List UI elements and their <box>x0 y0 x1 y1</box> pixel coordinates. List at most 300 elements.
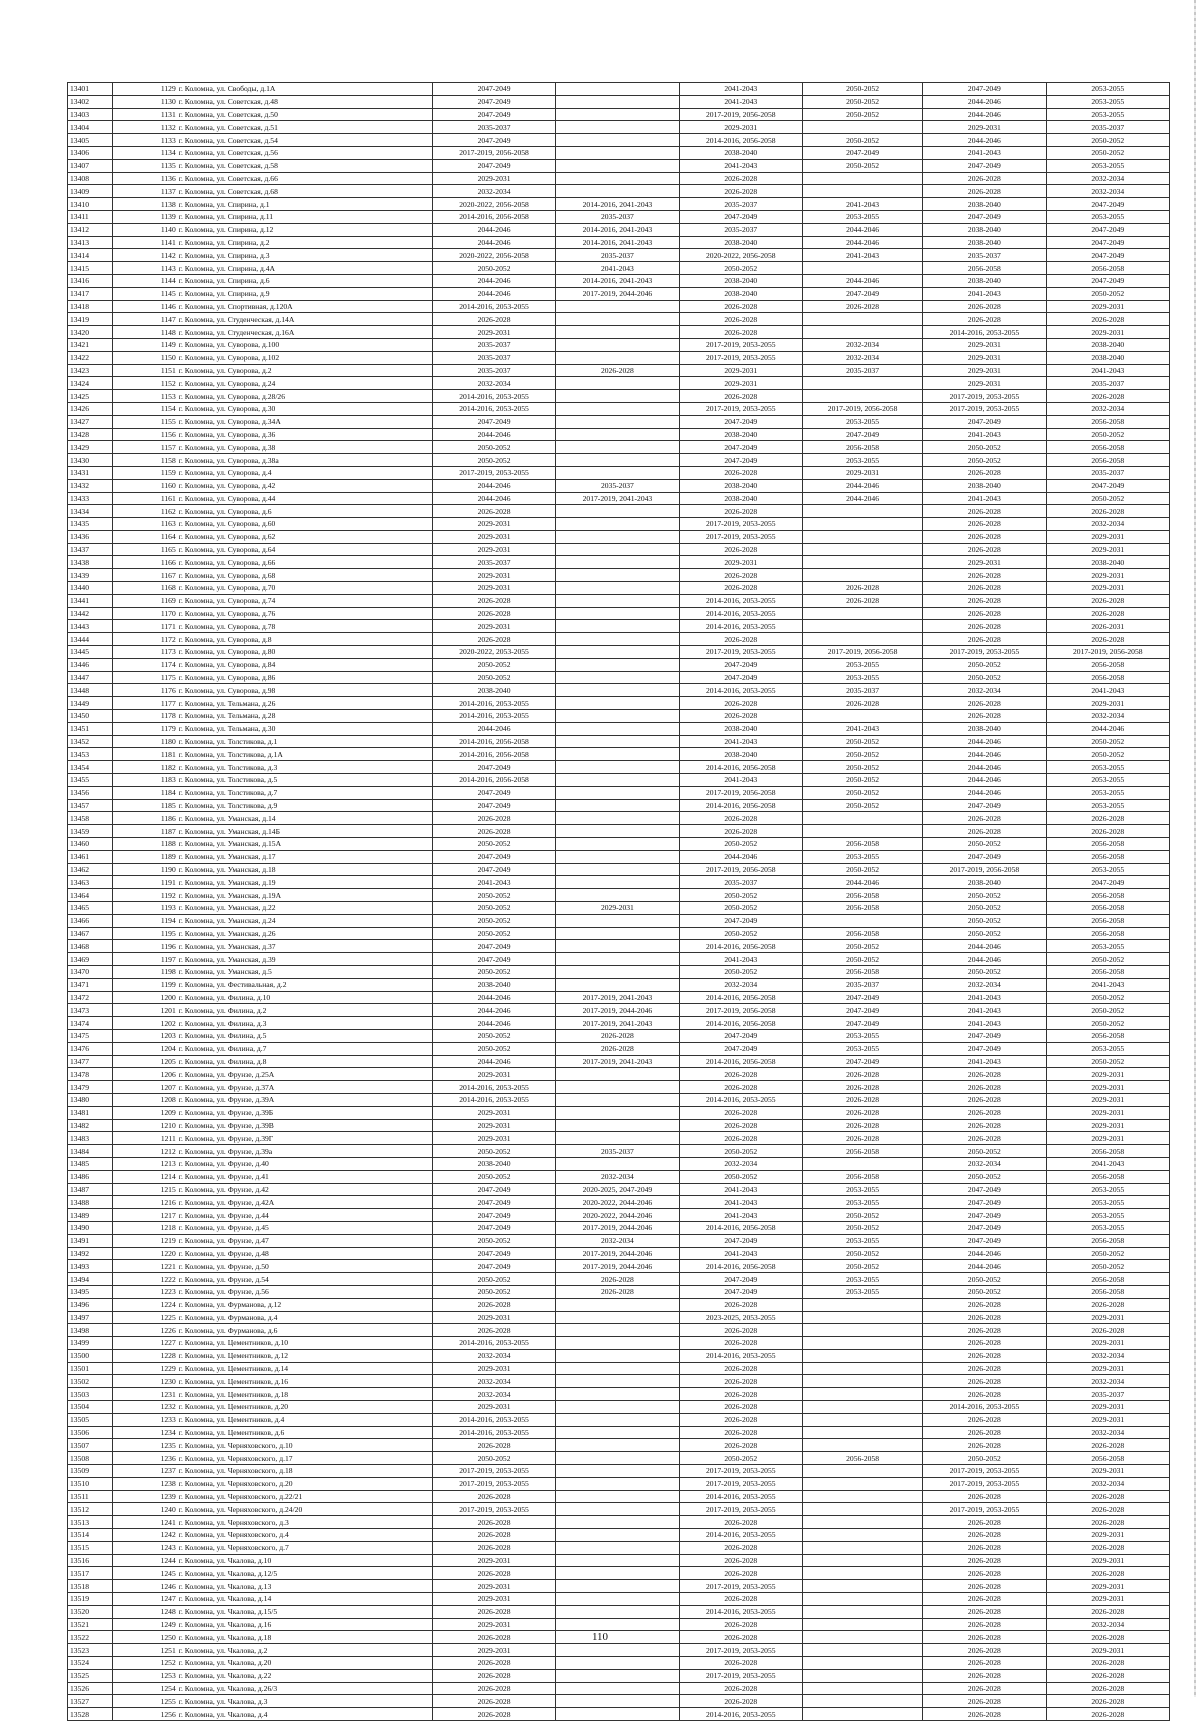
row-id-cell: 13506 <box>68 1426 113 1439</box>
period-cell-4: 2044-2046 <box>802 274 922 287</box>
period-cell-2 <box>556 300 679 313</box>
period-cell-5: 2047-2049 <box>923 415 1046 428</box>
period-cell-1: 2026-2028 <box>432 1529 555 1542</box>
building-number-cell: 1173 <box>112 646 176 659</box>
period-cell-5: 2044-2046 <box>923 761 1046 774</box>
period-cell-6: 2032-2034 <box>1046 1618 1169 1631</box>
row-id-cell: 13526 <box>68 1682 113 1695</box>
table-row <box>68 1541 1170 1554</box>
period-cell-6: 2050-2052 <box>1046 146 1169 159</box>
period-cell-5: 2050-2052 <box>923 927 1046 940</box>
row-id-cell: 13415 <box>68 262 113 275</box>
address-cell: г. Коломна, ул. Толстикова, д.7 <box>177 786 433 799</box>
period-cell-4: 2050-2052 <box>802 1209 922 1222</box>
table-row <box>68 863 1170 876</box>
period-cell-1: 2047-2049 <box>432 1247 555 1260</box>
table-row <box>68 313 1170 326</box>
period-cell-2 <box>556 556 679 569</box>
address-cell: г. Коломна, ул. Советская, д.68 <box>177 185 433 198</box>
period-cell-3: 2017-2019, 2053-2055 <box>679 338 802 351</box>
period-cell-3: 2026-2028 <box>679 1119 802 1132</box>
address-cell: г. Коломна, ул. Фрунзе, д.48 <box>177 1247 433 1260</box>
row-id-cell: 13497 <box>68 1311 113 1324</box>
period-cell-2 <box>556 1477 679 1490</box>
period-cell-6: 2035-2037 <box>1046 466 1169 479</box>
table-row <box>68 722 1170 735</box>
period-cell-6: 2050-2052 <box>1046 134 1169 147</box>
period-cell-1: 2047-2049 <box>432 799 555 812</box>
period-cell-5: 2017-2019, 2053-2055 <box>923 1465 1046 1478</box>
address-cell: г. Коломна, ул. Уманская, д.17 <box>177 850 433 863</box>
table-row <box>68 1708 1170 1721</box>
period-cell-5: 2026-2028 <box>923 1618 1046 1631</box>
period-cell-3: 2041-2043 <box>679 1247 802 1260</box>
period-cell-1: 2050-2052 <box>432 1285 555 1298</box>
period-cell-4 <box>802 505 922 518</box>
period-cell-3: 2050-2052 <box>679 902 802 915</box>
address-cell: г. Коломна, ул. Уманская, д.19 <box>177 876 433 889</box>
period-cell-5: 2017-2019, 2053-2055 <box>923 390 1046 403</box>
period-cell-3: 2026-2028 <box>679 1567 802 1580</box>
period-cell-1: 2047-2049 <box>432 940 555 953</box>
period-cell-2 <box>556 134 679 147</box>
table-row <box>68 965 1170 978</box>
address-cell: г. Коломна, ул. Фрунзе, д.37А <box>177 1081 433 1094</box>
table-row <box>68 1452 1170 1465</box>
building-number-cell: 1213 <box>112 1157 176 1170</box>
period-cell-2 <box>556 1375 679 1388</box>
period-cell-6: 2026-2028 <box>1046 594 1169 607</box>
address-cell: г. Коломна, ул. Суворова, д.70 <box>177 582 433 595</box>
building-number-cell: 1146 <box>112 300 176 313</box>
period-cell-3: 2026-2028 <box>679 633 802 646</box>
period-cell-4: 2044-2046 <box>802 223 922 236</box>
period-cell-1: 2026-2028 <box>432 1669 555 1682</box>
period-cell-3: 2026-2028 <box>679 1388 802 1401</box>
period-cell-2 <box>556 838 679 851</box>
period-cell-4 <box>802 1618 922 1631</box>
period-cell-6: 2029-2031 <box>1046 326 1169 339</box>
row-id-cell: 13482 <box>68 1119 113 1132</box>
row-id-cell: 13411 <box>68 210 113 223</box>
table-row <box>68 1055 1170 1068</box>
building-number-cell: 1143 <box>112 262 176 275</box>
building-number-cell: 1132 <box>112 121 176 134</box>
period-cell-5: 2038-2040 <box>923 223 1046 236</box>
period-cell-2 <box>556 121 679 134</box>
period-cell-3: 2026-2028 <box>679 185 802 198</box>
period-cell-3: 2026-2028 <box>679 1618 802 1631</box>
address-cell: г. Коломна, ул. Суворова, д.38 <box>177 441 433 454</box>
building-number-cell: 1155 <box>112 415 176 428</box>
row-id-cell: 13402 <box>68 95 113 108</box>
period-cell-5: 2050-2052 <box>923 914 1046 927</box>
period-cell-1: 2029-2031 <box>432 620 555 633</box>
period-cell-6: 2056-2058 <box>1046 838 1169 851</box>
table-row <box>68 978 1170 991</box>
period-cell-2 <box>556 1682 679 1695</box>
period-cell-1: 2032-2034 <box>432 1375 555 1388</box>
period-cell-4: 2053-2055 <box>802 210 922 223</box>
period-cell-3: 2047-2049 <box>679 1234 802 1247</box>
period-cell-2 <box>556 825 679 838</box>
period-cell-4 <box>802 1682 922 1695</box>
row-id-cell: 13462 <box>68 863 113 876</box>
period-cell-1: 2026-2028 <box>432 1439 555 1452</box>
row-id-cell: 13463 <box>68 876 113 889</box>
building-number-cell: 1148 <box>112 326 176 339</box>
period-cell-3: 2026-2028 <box>679 825 802 838</box>
table-row <box>68 1106 1170 1119</box>
period-cell-6: 2035-2037 <box>1046 1388 1169 1401</box>
period-cell-2 <box>556 735 679 748</box>
period-cell-6: 2056-2058 <box>1046 965 1169 978</box>
address-cell: г. Коломна, ул. Филина, д.8 <box>177 1055 433 1068</box>
period-cell-4: 2053-2055 <box>802 1234 922 1247</box>
address-cell: г. Коломна, ул. Фрунзе, д.39Б <box>177 1106 433 1119</box>
building-number-cell: 1215 <box>112 1183 176 1196</box>
period-cell-1: 2044-2046 <box>432 1017 555 1030</box>
period-cell-5: 2050-2052 <box>923 1273 1046 1286</box>
table-row <box>68 1580 1170 1593</box>
period-cell-6: 2032-2034 <box>1046 172 1169 185</box>
building-number-cell: 1167 <box>112 569 176 582</box>
period-cell-5: 2032-2034 <box>923 684 1046 697</box>
period-cell-6: 2029-2031 <box>1046 1554 1169 1567</box>
period-cell-1: 2029-2031 <box>432 1132 555 1145</box>
row-id-cell: 13408 <box>68 172 113 185</box>
period-cell-3: 2017-2019, 2053-2055 <box>679 1644 802 1657</box>
address-cell: г. Коломна, ул. Суворова, д.36 <box>177 428 433 441</box>
period-cell-6: 2029-2031 <box>1046 1401 1169 1414</box>
period-cell-3: 2017-2019, 2056-2058 <box>679 786 802 799</box>
building-number-cell: 1183 <box>112 774 176 787</box>
period-cell-4: 2056-2058 <box>802 889 922 902</box>
period-cell-3: 2017-2019, 2053-2055 <box>679 1477 802 1490</box>
period-cell-2: 2026-2028 <box>556 1273 679 1286</box>
table-row <box>68 1375 1170 1388</box>
row-id-cell: 13496 <box>68 1298 113 1311</box>
period-cell-6: 2038-2040 <box>1046 338 1169 351</box>
period-cell-6: 2053-2055 <box>1046 1183 1169 1196</box>
period-cell-6: 2053-2055 <box>1046 1196 1169 1209</box>
address-cell: г. Коломна, ул. Суворова, д.30 <box>177 402 433 415</box>
period-cell-6: 2056-2058 <box>1046 1234 1169 1247</box>
period-cell-4 <box>802 1580 922 1593</box>
period-cell-2 <box>556 1362 679 1375</box>
address-cell: г. Коломна, ул. Фрунзе, д.50 <box>177 1260 433 1273</box>
building-number-cell: 1228 <box>112 1349 176 1362</box>
period-cell-3: 2035-2037 <box>679 223 802 236</box>
period-cell-5: 2026-2028 <box>923 633 1046 646</box>
period-cell-5: 2026-2028 <box>923 1068 1046 1081</box>
period-cell-5: 2017-2019, 2053-2055 <box>923 646 1046 659</box>
period-cell-1: 2029-2031 <box>432 1618 555 1631</box>
period-cell-4 <box>802 1337 922 1350</box>
row-id-cell: 13420 <box>68 326 113 339</box>
period-cell-1: 2047-2049 <box>432 1196 555 1209</box>
address-cell: г. Коломна, ул. Суворова, д.2 <box>177 364 433 377</box>
period-cell-6: 2026-2028 <box>1046 1541 1169 1554</box>
period-cell-6: 2032-2034 <box>1046 1426 1169 1439</box>
period-cell-1: 2044-2046 <box>432 479 555 492</box>
row-id-cell: 13523 <box>68 1644 113 1657</box>
address-cell: г. Коломна, ул. Цементников, д.6 <box>177 1426 433 1439</box>
period-cell-3: 2026-2028 <box>679 1106 802 1119</box>
period-cell-5: 2026-2028 <box>923 543 1046 556</box>
period-cell-5: 2026-2028 <box>923 1106 1046 1119</box>
building-number-cell: 1187 <box>112 825 176 838</box>
period-cell-2 <box>556 710 679 723</box>
row-id-cell: 13485 <box>68 1157 113 1170</box>
building-number-cell: 1200 <box>112 991 176 1004</box>
period-cell-1: 2047-2049 <box>432 953 555 966</box>
address-cell: г. Коломна, ул. Фестивальная, д.2 <box>177 978 433 991</box>
building-number-cell: 1218 <box>112 1221 176 1234</box>
building-number-cell: 1239 <box>112 1490 176 1503</box>
table-row <box>68 1401 1170 1414</box>
table-row <box>68 1260 1170 1273</box>
table-row <box>68 1170 1170 1183</box>
period-cell-5: 2026-2028 <box>923 1311 1046 1324</box>
address-cell: г. Коломна, ул. Фрунзе, д.47 <box>177 1234 433 1247</box>
period-cell-3: 2017-2019, 2053-2055 <box>679 351 802 364</box>
period-cell-5: 2038-2040 <box>923 198 1046 211</box>
row-id-cell: 13504 <box>68 1401 113 1414</box>
row-id-cell: 13435 <box>68 518 113 531</box>
address-cell: г. Коломна, ул. Толстикова, д.1А <box>177 748 433 761</box>
period-cell-1: 2050-2052 <box>432 965 555 978</box>
period-cell-6: 2026-2028 <box>1046 505 1169 518</box>
row-id-cell: 13474 <box>68 1017 113 1030</box>
period-cell-4: 2053-2055 <box>802 1285 922 1298</box>
period-cell-3: 2041-2043 <box>679 1196 802 1209</box>
period-cell-6: 2047-2049 <box>1046 876 1169 889</box>
row-id-cell: 13450 <box>68 710 113 723</box>
period-cell-5: 2017-2019, 2053-2055 <box>923 402 1046 415</box>
address-cell: г. Коломна, ул. Чкалова, д.14 <box>177 1593 433 1606</box>
period-cell-3: 2014-2016, 2056-2058 <box>679 1260 802 1273</box>
building-number-cell: 1241 <box>112 1516 176 1529</box>
period-cell-4 <box>802 1605 922 1618</box>
building-number-cell: 1246 <box>112 1580 176 1593</box>
building-number-cell: 1137 <box>112 185 176 198</box>
period-cell-1: 2029-2031 <box>432 543 555 556</box>
period-cell-4 <box>802 121 922 134</box>
table-row <box>68 108 1170 121</box>
period-cell-4: 2050-2052 <box>802 1221 922 1234</box>
period-cell-3: 2047-2049 <box>679 1273 802 1286</box>
period-cell-1: 2026-2028 <box>432 1490 555 1503</box>
period-cell-2 <box>556 1657 679 1670</box>
building-number-cell: 1244 <box>112 1554 176 1567</box>
period-cell-6: 2056-2058 <box>1046 914 1169 927</box>
address-cell: г. Коломна, ул. Суворова, д.102 <box>177 351 433 364</box>
address-cell: г. Коломна, ул. Советская, д.48 <box>177 95 433 108</box>
building-number-cell: 1194 <box>112 914 176 927</box>
row-id-cell: 13449 <box>68 697 113 710</box>
period-cell-6: 2026-2028 <box>1046 1324 1169 1337</box>
address-cell: г. Коломна, ул. Чкалова, д.16 <box>177 1618 433 1631</box>
period-cell-3: 2026-2028 <box>679 1426 802 1439</box>
period-cell-5: 2047-2049 <box>923 1042 1046 1055</box>
period-cell-1: 2029-2031 <box>432 1593 555 1606</box>
period-cell-6: 2056-2058 <box>1046 1029 1169 1042</box>
address-cell: г. Коломна, ул. Уманская, д.18 <box>177 863 433 876</box>
row-id-cell: 13419 <box>68 313 113 326</box>
period-cell-3: 2041-2043 <box>679 83 802 96</box>
building-number-cell: 1147 <box>112 313 176 326</box>
period-cell-5: 2047-2049 <box>923 799 1046 812</box>
row-id-cell: 13447 <box>68 671 113 684</box>
building-number-cell: 1131 <box>112 108 176 121</box>
period-cell-2 <box>556 1426 679 1439</box>
period-cell-1: 2047-2049 <box>432 1260 555 1273</box>
period-cell-1: 2044-2046 <box>432 428 555 441</box>
row-id-cell: 13525 <box>68 1669 113 1682</box>
table-row <box>68 646 1170 659</box>
building-number-cell: 1170 <box>112 607 176 620</box>
row-id-cell: 13517 <box>68 1567 113 1580</box>
period-cell-1: 2050-2052 <box>432 454 555 467</box>
period-cell-1: 2026-2028 <box>432 825 555 838</box>
building-number-cell: 1181 <box>112 748 176 761</box>
table-row <box>68 1503 1170 1516</box>
period-cell-2 <box>556 172 679 185</box>
table-row <box>68 1068 1170 1081</box>
period-cell-2 <box>556 1490 679 1503</box>
period-cell-1: 2044-2046 <box>432 287 555 300</box>
row-id-cell: 13510 <box>68 1477 113 1490</box>
building-number-cell: 1236 <box>112 1452 176 1465</box>
building-number-cell: 1237 <box>112 1465 176 1478</box>
period-cell-4: 2041-2043 <box>802 722 922 735</box>
period-cell-4 <box>802 1490 922 1503</box>
table-row <box>68 1554 1170 1567</box>
period-cell-5: 2041-2043 <box>923 428 1046 441</box>
period-cell-4 <box>802 1311 922 1324</box>
period-cell-4: 2056-2058 <box>802 1170 922 1183</box>
period-cell-6: 2050-2052 <box>1046 1004 1169 1017</box>
period-cell-6: 2029-2031 <box>1046 582 1169 595</box>
period-cell-4: 2050-2052 <box>802 83 922 96</box>
period-cell-1: 2047-2049 <box>432 1209 555 1222</box>
building-number-cell: 1149 <box>112 338 176 351</box>
address-cell: г. Коломна, ул. Спирина, д.12 <box>177 223 433 236</box>
period-cell-2: 2014-2016, 2041-2043 <box>556 236 679 249</box>
period-cell-1: 2029-2031 <box>432 1401 555 1414</box>
period-cell-3: 2038-2040 <box>679 236 802 249</box>
period-cell-6: 2026-2028 <box>1046 1657 1169 1670</box>
period-cell-4: 2026-2028 <box>802 697 922 710</box>
period-cell-3: 2050-2052 <box>679 965 802 978</box>
period-cell-6: 2029-2031 <box>1046 1093 1169 1106</box>
address-cell: г. Коломна, ул. Цементников, д.10 <box>177 1337 433 1350</box>
table-row <box>68 1081 1170 1094</box>
period-cell-4 <box>802 326 922 339</box>
period-cell-4: 2050-2052 <box>802 748 922 761</box>
period-cell-4: 2047-2049 <box>802 146 922 159</box>
row-id-cell: 13511 <box>68 1490 113 1503</box>
period-cell-2 <box>556 1106 679 1119</box>
period-cell-5: 2026-2028 <box>923 1093 1046 1106</box>
building-number-cell: 1156 <box>112 428 176 441</box>
period-cell-6: 2050-2052 <box>1046 991 1169 1004</box>
address-cell: г. Коломна, ул. Толстикова, д.3 <box>177 761 433 774</box>
building-number-cell: 1134 <box>112 146 176 159</box>
period-cell-2 <box>556 1644 679 1657</box>
period-cell-6: 2041-2043 <box>1046 364 1169 377</box>
row-id-cell: 13486 <box>68 1170 113 1183</box>
building-number-cell: 1159 <box>112 466 176 479</box>
table-row <box>68 1669 1170 1682</box>
period-cell-1: 2029-2031 <box>432 1119 555 1132</box>
building-number-cell: 1130 <box>112 95 176 108</box>
period-cell-2 <box>556 1388 679 1401</box>
address-cell: г. Коломна, ул. Цементников, д.16 <box>177 1375 433 1388</box>
period-cell-1: 2014-2016, 2056-2058 <box>432 210 555 223</box>
period-cell-2 <box>556 377 679 390</box>
row-id-cell: 13498 <box>68 1324 113 1337</box>
period-cell-6: 2053-2055 <box>1046 1042 1169 1055</box>
period-cell-2: 2026-2028 <box>556 1029 679 1042</box>
table-row <box>68 607 1170 620</box>
period-cell-2 <box>556 1708 679 1721</box>
period-cell-4: 2050-2052 <box>802 761 922 774</box>
period-cell-5: 2026-2028 <box>923 530 1046 543</box>
period-cell-4: 2053-2055 <box>802 454 922 467</box>
period-cell-5: 2026-2028 <box>923 697 1046 710</box>
period-cell-4 <box>802 1516 922 1529</box>
period-cell-6: 2026-2028 <box>1046 1503 1169 1516</box>
period-cell-4: 2026-2028 <box>802 582 922 595</box>
building-number-cell: 1161 <box>112 492 176 505</box>
period-cell-2: 2017-2019, 2041-2043 <box>556 1017 679 1030</box>
table-row <box>68 300 1170 313</box>
period-cell-2: 2017-2019, 2044-2046 <box>556 1247 679 1260</box>
period-cell-1: 2044-2046 <box>432 1055 555 1068</box>
row-id-cell: 13492 <box>68 1247 113 1260</box>
building-number-cell: 1245 <box>112 1567 176 1580</box>
address-cell: г. Коломна, ул. Спирина, д.6 <box>177 274 433 287</box>
address-cell: г. Коломна, ул. Черняховского, д.3 <box>177 1516 433 1529</box>
period-cell-1: 2047-2049 <box>432 108 555 121</box>
row-id-cell: 13508 <box>68 1452 113 1465</box>
period-cell-1: 2050-2052 <box>432 902 555 915</box>
period-cell-4 <box>802 1503 922 1516</box>
row-id-cell: 13452 <box>68 735 113 748</box>
table-row <box>68 1285 1170 1298</box>
period-cell-1: 2014-2016, 2053-2055 <box>432 1081 555 1094</box>
period-cell-6: 2044-2046 <box>1046 722 1169 735</box>
building-number-cell: 1174 <box>112 658 176 671</box>
building-number-cell: 1138 <box>112 198 176 211</box>
table-row <box>68 1132 1170 1145</box>
period-cell-4 <box>802 1401 922 1414</box>
period-cell-5: 2044-2046 <box>923 1247 1046 1260</box>
period-cell-5: 2050-2052 <box>923 441 1046 454</box>
period-cell-3: 2026-2028 <box>679 390 802 403</box>
building-number-cell: 1189 <box>112 850 176 863</box>
period-cell-5: 2029-2031 <box>923 377 1046 390</box>
building-number-cell: 1229 <box>112 1362 176 1375</box>
period-cell-3: 2017-2019, 2053-2055 <box>679 1580 802 1593</box>
row-id-cell: 13520 <box>68 1605 113 1618</box>
row-id-cell: 13487 <box>68 1183 113 1196</box>
period-cell-1: 2038-2040 <box>432 684 555 697</box>
period-cell-2 <box>556 1119 679 1132</box>
row-id-cell: 13427 <box>68 415 113 428</box>
